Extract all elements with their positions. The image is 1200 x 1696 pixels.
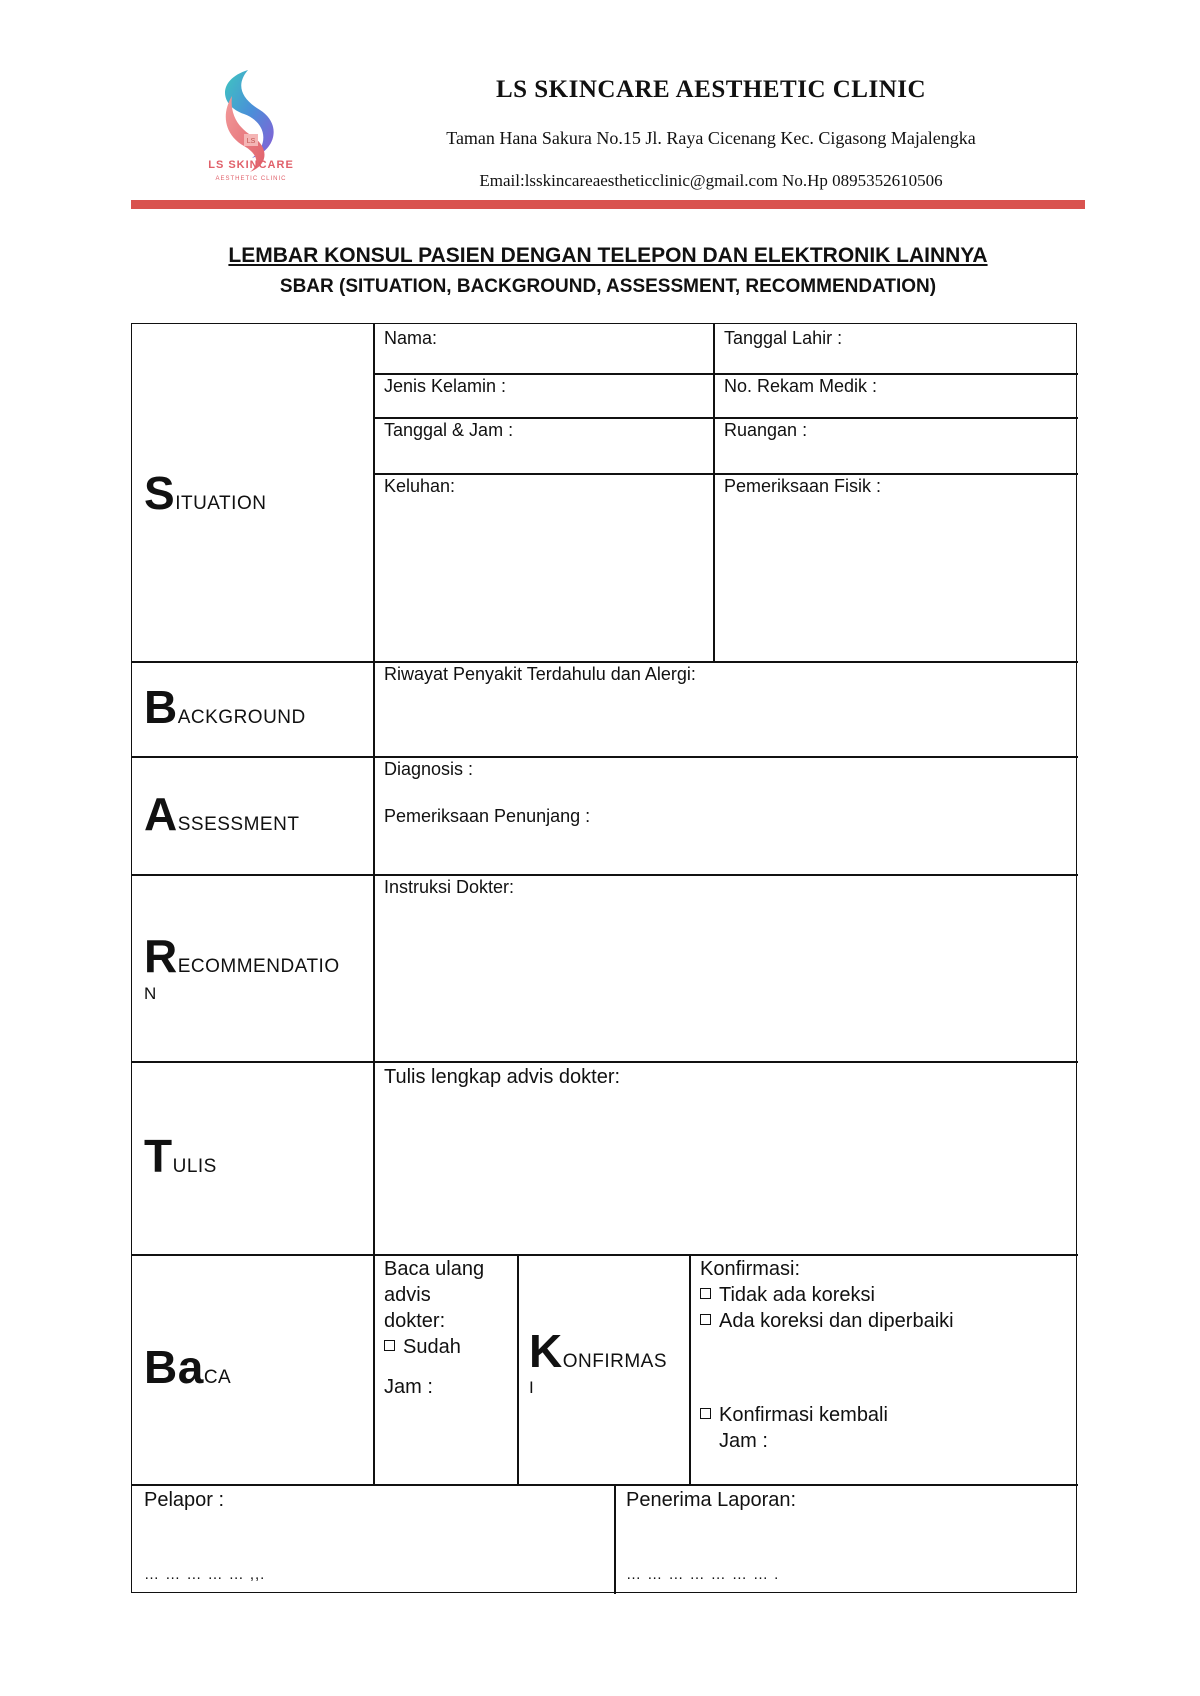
column-divider bbox=[517, 1254, 519, 1484]
field-tanggal-lahir[interactable]: Tanggal Lahir : bbox=[724, 328, 843, 348]
field-tulis-lengkap[interactable]: Tulis lengkap advis dokter: bbox=[384, 1066, 621, 1088]
field-pelapor[interactable]: Pelapor : bbox=[144, 1489, 225, 1511]
column-divider bbox=[713, 324, 715, 661]
section-label-background: BACKGROUND bbox=[144, 681, 306, 733]
section-label-situation: SITUATION bbox=[144, 467, 267, 519]
row-divider bbox=[373, 473, 1078, 475]
section-label-konfirmasi-wrap: I bbox=[529, 1378, 535, 1397]
checkbox-sudah[interactable]: Sudah bbox=[384, 1334, 484, 1360]
pelapor-signature-line: … … … … … ,,. bbox=[144, 1566, 266, 1583]
svg-text:AESTHETIC CLINIC: AESTHETIC CLINIC bbox=[215, 176, 287, 182]
document-title: LEMBAR KONSUL PASIEN DENGAN TELEPON DAN ELEKTRONIK LAINNYA bbox=[228, 244, 988, 267]
section-label-recommendation: RECOMMENDATIO bbox=[144, 930, 340, 982]
field-jenis-kelamin[interactable]: Jenis Kelamin : bbox=[384, 376, 507, 396]
checkbox-icon[interactable] bbox=[700, 1314, 711, 1325]
field-nama[interactable]: Nama: bbox=[384, 328, 438, 348]
row-divider bbox=[373, 417, 1078, 419]
row-divider bbox=[373, 373, 1078, 375]
section-label-baca: BaCA bbox=[144, 1341, 232, 1393]
header-divider bbox=[131, 200, 1085, 209]
clinic-address: Taman Hana Sakura No.15 Jl. Raya Cicenang Kec. Cigasong Majalengka bbox=[446, 128, 976, 148]
field-penerima-laporan[interactable]: Penerima Laporan: bbox=[626, 1489, 797, 1511]
clinic-name: LS SKINCARE AESTHETIC CLINIC bbox=[495, 76, 927, 103]
checkbox-icon[interactable] bbox=[700, 1288, 711, 1299]
section-label-assessment: ASSESSMENT bbox=[144, 788, 300, 840]
row-divider bbox=[132, 661, 1078, 663]
field-jam-konfirmasi[interactable]: Jam : bbox=[719, 1430, 768, 1452]
column-divider bbox=[373, 324, 375, 1484]
field-diagnosis[interactable]: Diagnosis : bbox=[384, 759, 474, 779]
field-pemeriksaan-fisik[interactable]: Pemeriksaan Fisik : bbox=[724, 476, 882, 496]
section-label-konfirmasi: KONFIRMAS bbox=[529, 1325, 668, 1377]
field-keluhan[interactable]: Keluhan: bbox=[384, 476, 456, 496]
field-ruangan[interactable]: Ruangan : bbox=[724, 420, 808, 440]
section-label-recommendation-wrap: N bbox=[144, 984, 157, 1003]
row-divider bbox=[132, 874, 1078, 876]
field-tanggal-jam[interactable]: Tanggal & Jam : bbox=[384, 420, 514, 440]
sbar-form bbox=[131, 323, 1077, 1593]
letterhead bbox=[131, 58, 1085, 210]
checkbox-icon[interactable] bbox=[384, 1340, 395, 1351]
clinic-contact: Email:lsskincareaestheticclinic@gmail.com No.Hp 0895352610506 bbox=[479, 171, 943, 190]
field-baca-ulang: Baca ulang advis dokter: Sudah Jam : bbox=[384, 1258, 485, 1398]
checkbox-tidak-ada-koreksi[interactable]: Tidak ada koreksi bbox=[700, 1282, 954, 1308]
row-divider bbox=[132, 1061, 1078, 1063]
svg-text:LS SKINCARE: LS SKINCARE bbox=[208, 159, 294, 171]
clinic-logo bbox=[186, 66, 316, 186]
document-subtitle: SBAR (SITUATION, BACKGROUND, ASSESSMENT, RECOMMENDATION) bbox=[279, 276, 937, 297]
checkbox-icon[interactable] bbox=[700, 1408, 711, 1419]
column-divider bbox=[614, 1484, 616, 1594]
penerima-signature-line: … … … … … … … . bbox=[626, 1566, 780, 1583]
checkbox-ada-koreksi[interactable]: Ada koreksi dan diperbaiki bbox=[700, 1308, 954, 1334]
row-divider bbox=[132, 756, 1078, 758]
field-no-rekam-medik[interactable]: No. Rekam Medik : bbox=[724, 376, 878, 396]
field-jam-baca[interactable]: Jam : bbox=[384, 1376, 433, 1398]
row-divider bbox=[132, 1484, 1078, 1486]
svg-text:LS: LS bbox=[246, 138, 256, 145]
checkbox-konfirmasi-kembali[interactable]: Konfirmasi kembali bbox=[700, 1402, 888, 1428]
section-label-tulis: TULIS bbox=[144, 1130, 217, 1182]
field-riwayat-penyakit[interactable]: Riwayat Penyakit Terdahulu dan Alergi: bbox=[384, 664, 696, 684]
column-divider bbox=[689, 1254, 691, 1484]
field-konfirmasi-kembali bbox=[700, 1402, 888, 1454]
field-instruksi-dokter[interactable]: Instruksi Dokter: bbox=[384, 877, 515, 897]
field-pemeriksaan-penunjang[interactable]: Pemeriksaan Penunjang : bbox=[384, 806, 591, 826]
field-konfirmasi: Konfirmasi: Tidak ada koreksi Ada koreksi dan diperbaiki bbox=[700, 1258, 954, 1332]
